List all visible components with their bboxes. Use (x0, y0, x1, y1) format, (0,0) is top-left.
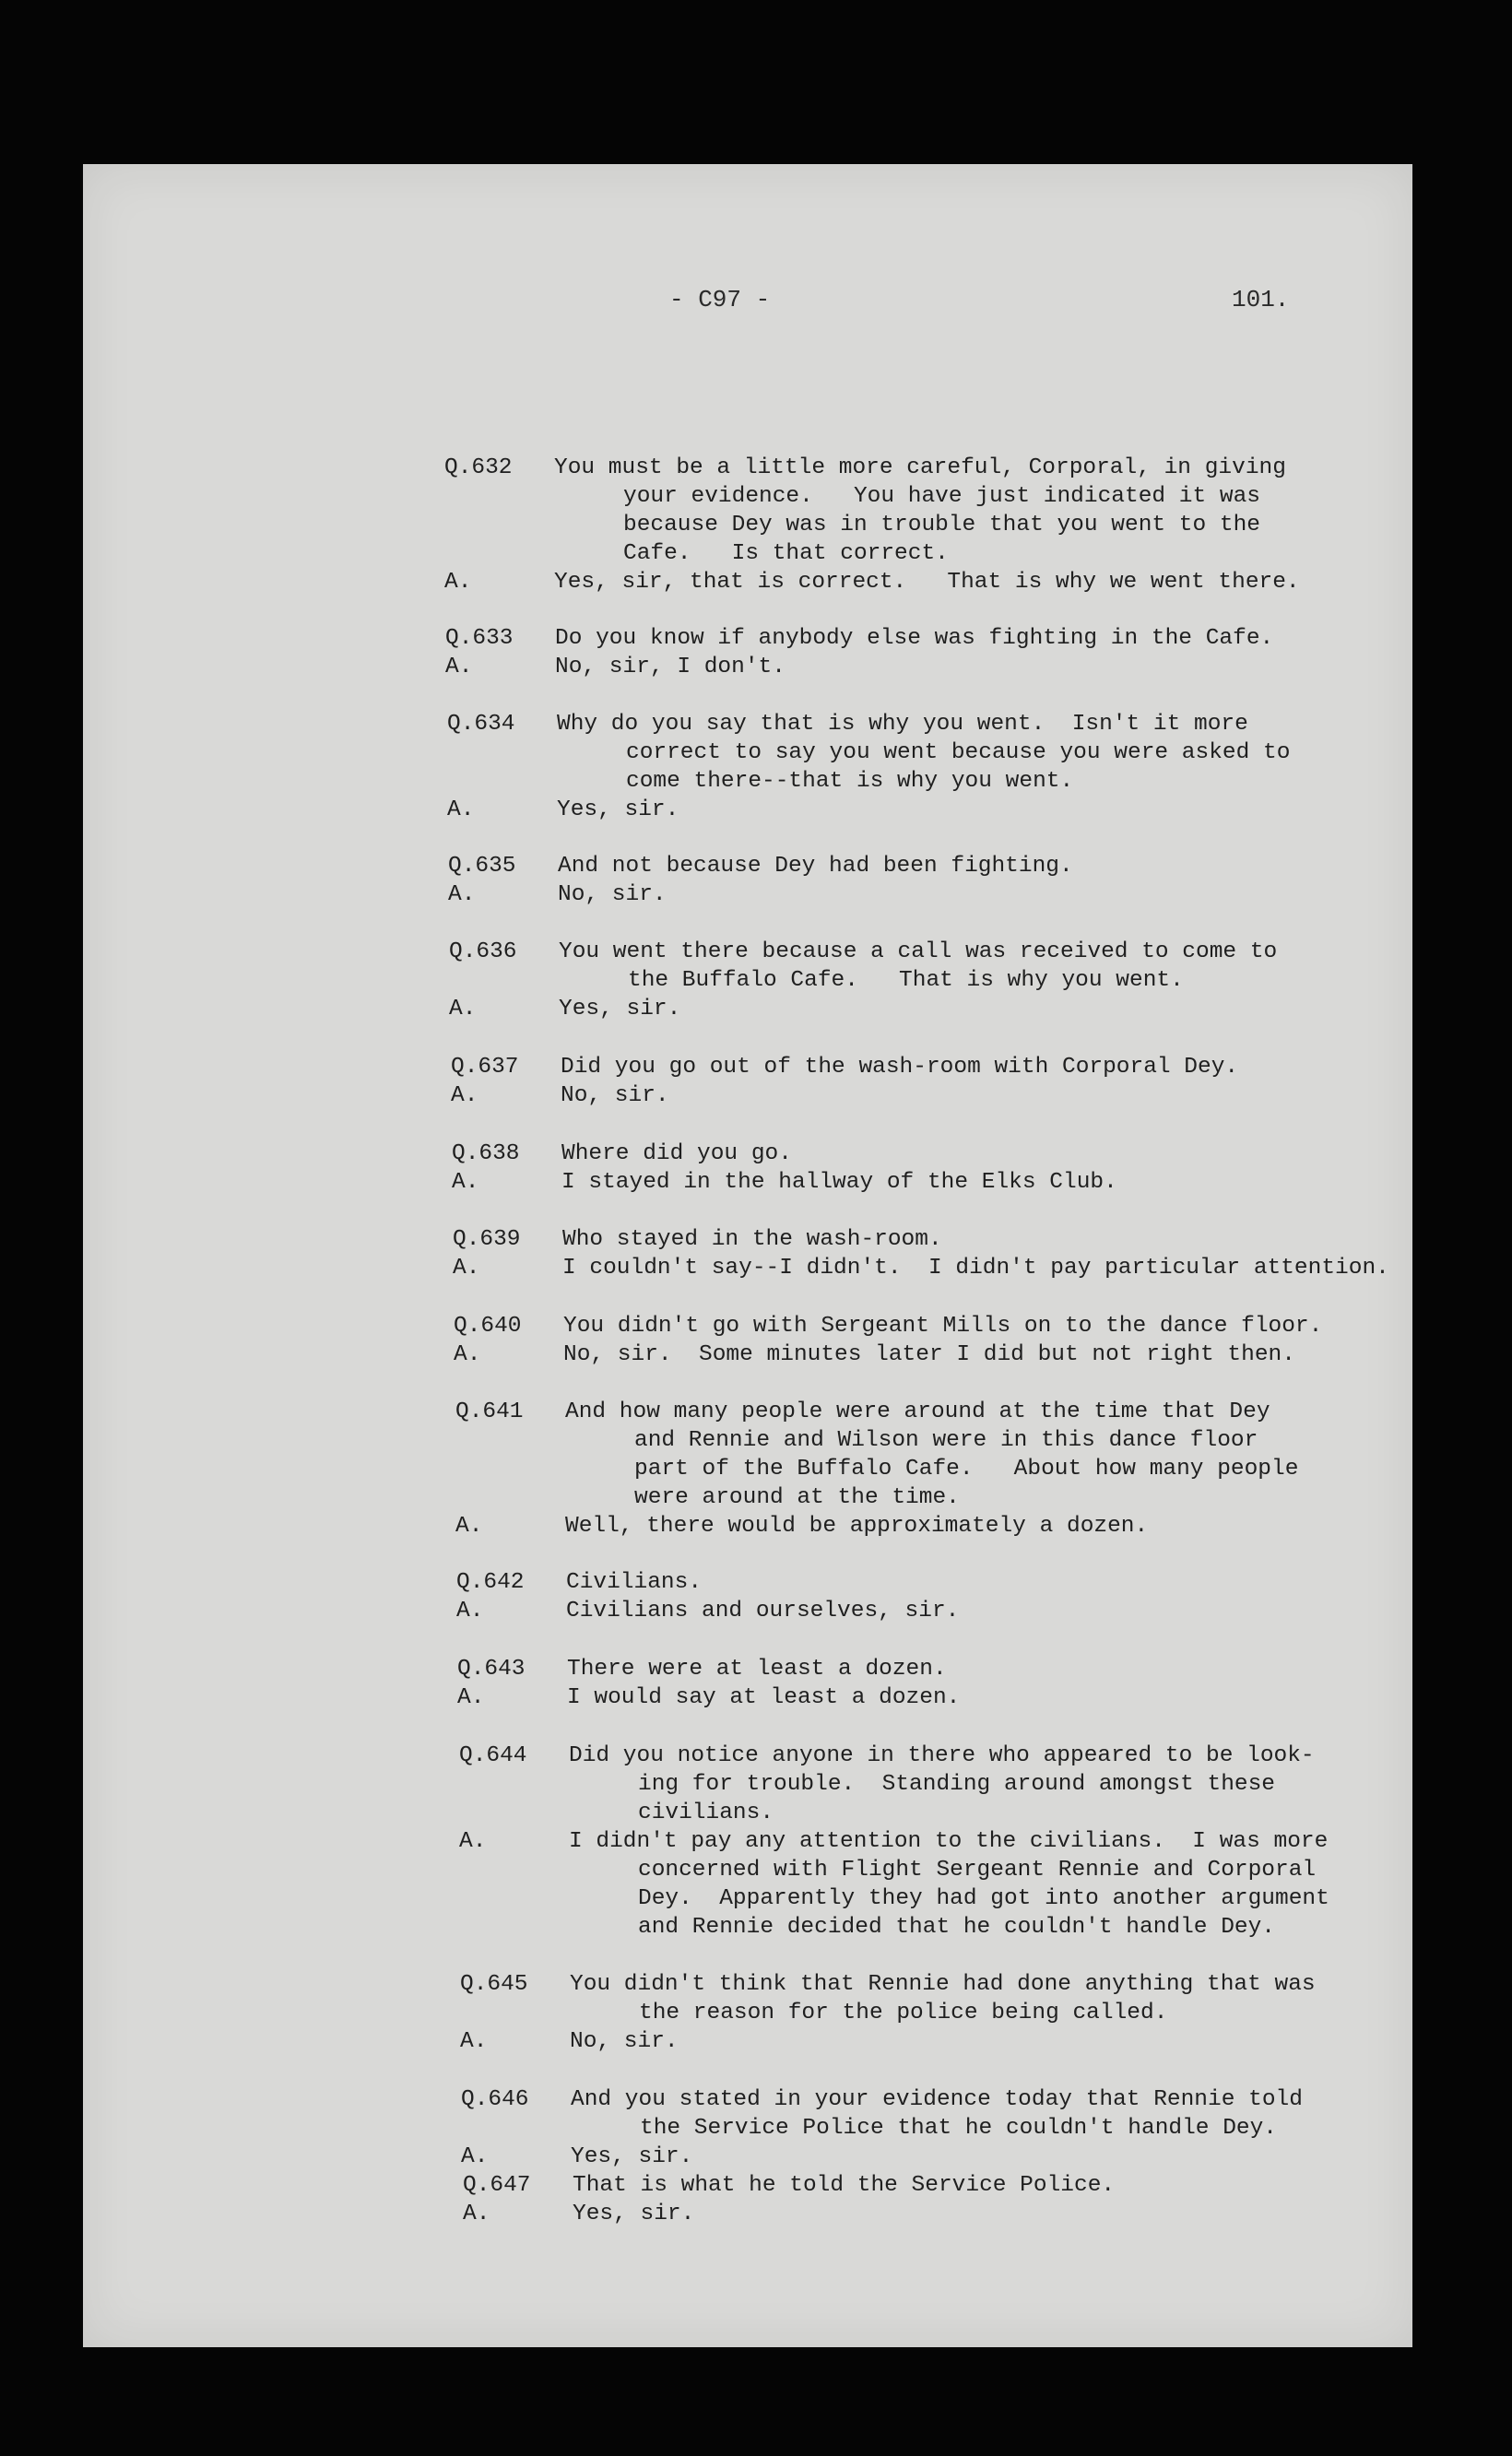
question-text: Why do you say that is why you went. Isn't it more (557, 712, 1248, 737)
answer-text: Yes, sir. (557, 797, 679, 822)
answer-text: No, sir. (558, 882, 667, 907)
question-text: Who stayed in the wash-room. (562, 1227, 942, 1252)
answer-label: A. (445, 655, 473, 679)
question-text: the reason for the police being called. (639, 2001, 1168, 2025)
answer-label: A. (456, 1599, 484, 1624)
question-number: Q.638 (452, 1141, 520, 1166)
question-text: You must be a little more careful, Corporal, in giving (554, 455, 1286, 480)
question-text: Civilians. (566, 1570, 703, 1595)
answer-text: I would say at least a dozen. (567, 1685, 961, 1710)
transcript-line (83, 2200, 1412, 2228)
qa-entry (83, 1139, 1412, 1197)
transcript-line (83, 1970, 1412, 1999)
qa-entry (83, 454, 1412, 596)
answer-label: A. (453, 1256, 480, 1281)
question-text: come there--that is why you went. (626, 769, 1074, 794)
transcript-line (83, 1512, 1412, 1541)
answer-label: A. (460, 2029, 488, 2054)
question-text: Did you notice anyone in there who appeared to be look- (569, 1743, 1315, 1768)
transcript-line (83, 1426, 1412, 1455)
transcript-line (83, 1913, 1412, 1942)
qa-entry (83, 1053, 1412, 1110)
question-number: Q.645 (460, 1972, 528, 1997)
transcript-line (83, 1312, 1412, 1340)
transcript-line (83, 1139, 1412, 1168)
qa-entry (83, 938, 1412, 1023)
answer-text: I didn't pay any attention to the civilians. I was more (569, 1829, 1329, 1854)
question-text: And you stated in your evidence today that Rennie told (571, 2087, 1303, 2112)
question-number: Q.641 (455, 1399, 524, 1424)
question-text: Cafe. Is that correct. (623, 541, 949, 566)
answer-text: Yes, sir, that is correct. That is why we went there. (554, 570, 1300, 595)
transcript-line (83, 1655, 1412, 1683)
question-text: the Service Police that he couldn't handle Dey. (640, 2116, 1278, 2141)
transcript-line (83, 1340, 1412, 1369)
answer-label: A. (457, 1685, 485, 1710)
document-page (83, 164, 1412, 2347)
transcript-line (83, 1683, 1412, 1712)
qa-entry (83, 2085, 1412, 2171)
answer-label: A. (444, 570, 472, 595)
question-text: There were at least a dozen. (567, 1657, 947, 1682)
transcript-line (83, 966, 1412, 995)
qa-entry (83, 1312, 1412, 1369)
transcript-line (83, 710, 1412, 738)
transcript-line (83, 454, 1412, 482)
answer-text: Yes, sir. (571, 2144, 693, 2169)
transcript-line (83, 1568, 1412, 1597)
question-number: Q.644 (459, 1743, 527, 1768)
transcript-line (83, 995, 1412, 1023)
question-text: You went there because a call was received to come to (559, 939, 1278, 964)
question-text: civilians. (638, 1801, 774, 1825)
transcript-line (83, 1455, 1412, 1483)
page-header-center: - C97 - (669, 286, 771, 313)
question-text: and Rennie and Wilson were in this dance floor (634, 1428, 1258, 1453)
page-number: 101. (1232, 286, 1290, 313)
answer-label: A. (463, 2202, 490, 2226)
qa-entry (83, 1742, 1412, 1942)
answer-text: I stayed in the hallway of the Elks Club. (561, 1170, 1117, 1195)
answer-text: concerned with Flight Sergeant Rennie and Corporal (638, 1858, 1317, 1883)
question-number: Q.635 (448, 854, 516, 879)
transcript-line (83, 511, 1412, 539)
transcript-line (83, 852, 1412, 880)
question-number: Q.633 (445, 626, 514, 651)
question-text: the Buffalo Cafe. That is why you went. (628, 968, 1184, 993)
transcript-line (83, 1254, 1412, 1282)
answer-label: A. (449, 997, 477, 1021)
answer-text: Dey. Apparently they had got into another argument (638, 1886, 1329, 1911)
answer-text: Well, there would be approximately a dozen. (565, 1514, 1149, 1539)
question-number: Q.636 (449, 939, 517, 964)
question-number: Q.634 (447, 712, 515, 737)
question-text: And how many people were around at the time that Dey (565, 1399, 1270, 1424)
question-text: ing for trouble. Standing around amongst these (638, 1772, 1276, 1797)
question-number: Q.647 (463, 2173, 531, 2198)
transcript-line (83, 1597, 1412, 1625)
transcript-line (83, 1799, 1412, 1827)
transcript-line (83, 653, 1412, 681)
qa-entry (83, 1970, 1412, 2056)
transcript-line (83, 568, 1412, 596)
transcript-line (83, 1999, 1412, 2027)
transcript-line (83, 482, 1412, 511)
question-number: Q.640 (454, 1314, 522, 1339)
transcript-line (83, 1742, 1412, 1770)
transcript-line (83, 1483, 1412, 1512)
transcript-line (83, 2114, 1412, 2143)
question-number: Q.637 (451, 1055, 519, 1080)
question-text: correct to say you went because you were asked to (626, 740, 1291, 765)
qa-entry (83, 1225, 1412, 1282)
transcript-line (83, 1856, 1412, 1884)
answer-label: A. (455, 1514, 483, 1539)
answer-text: Yes, sir. (559, 997, 681, 1021)
answer-text: and Rennie decided that he couldn't handle Dey. (638, 1915, 1276, 1940)
question-text: your evidence. You have just indicated it was (623, 484, 1261, 509)
question-text: Did you go out of the wash-room with Corporal Dey. (561, 1055, 1239, 1080)
question-text: That is what he told the Service Police. (573, 2173, 1116, 2198)
answer-text: No, sir. (561, 1083, 669, 1108)
answer-text: No, sir, I don't. (555, 655, 786, 679)
transcript-line (83, 1168, 1412, 1197)
question-number: Q.646 (461, 2087, 529, 2112)
answer-label: A. (451, 1083, 478, 1108)
question-number: Q.632 (444, 455, 513, 480)
qa-entry (83, 1398, 1412, 1541)
transcript-line (83, 2143, 1412, 2171)
question-number: Q.639 (453, 1227, 521, 1252)
transcript-line (83, 539, 1412, 568)
qa-entry (83, 1568, 1412, 1625)
transcript-line (83, 1398, 1412, 1426)
answer-text: Civilians and ourselves, sir. (566, 1599, 960, 1624)
transcript-line (83, 1081, 1412, 1110)
transcript-line (83, 1053, 1412, 1081)
question-text: because Dey was in trouble that you went to the (623, 513, 1261, 537)
transcript-line (83, 1884, 1412, 1913)
transcript-line (83, 1225, 1412, 1254)
question-text: part of the Buffalo Cafe. About how many people (634, 1457, 1299, 1482)
question-text: Do you know if anybody else was fighting in the Cafe. (555, 626, 1274, 651)
transcript-line (83, 624, 1412, 653)
answer-text: No, sir. (570, 2029, 679, 2054)
qa-entry (83, 2171, 1412, 2228)
answer-label: A. (447, 797, 475, 822)
qa-entry (83, 710, 1412, 824)
answer-text: No, sir. Some minutes later I did but not right then. (563, 1342, 1295, 1367)
question-text: You didn't think that Rennie had done anything that was (570, 1972, 1316, 1997)
transcript-line (83, 1770, 1412, 1799)
answer-text: Yes, sir. (573, 2202, 695, 2226)
transcript-line (83, 2171, 1412, 2200)
question-number: Q.642 (456, 1570, 525, 1595)
qa-entry (83, 624, 1412, 681)
answer-label: A. (461, 2144, 489, 2169)
qa-entry (83, 852, 1412, 909)
transcript-line (83, 938, 1412, 966)
transcript-line (83, 796, 1412, 824)
transcript-line (83, 767, 1412, 796)
answer-label: A. (459, 1829, 487, 1854)
transcript-line (83, 1827, 1412, 1856)
answer-text: I couldn't say--I didn't. I didn't pay particular attention. (562, 1256, 1389, 1281)
question-number: Q.643 (457, 1657, 526, 1682)
answer-label: A. (448, 882, 476, 907)
transcript-line (83, 2085, 1412, 2114)
transcript-line (83, 738, 1412, 767)
qa-entry (83, 1655, 1412, 1712)
question-text: were around at the time. (634, 1485, 960, 1510)
transcript-line (83, 880, 1412, 909)
answer-label: A. (452, 1170, 479, 1195)
question-text: Where did you go. (561, 1141, 792, 1166)
transcript-line (83, 2027, 1412, 2056)
answer-label: A. (454, 1342, 481, 1367)
question-text: And not because Dey had been fighting. (558, 854, 1073, 879)
question-text: You didn't go with Sergeant Mills on to the dance floor. (563, 1314, 1323, 1339)
